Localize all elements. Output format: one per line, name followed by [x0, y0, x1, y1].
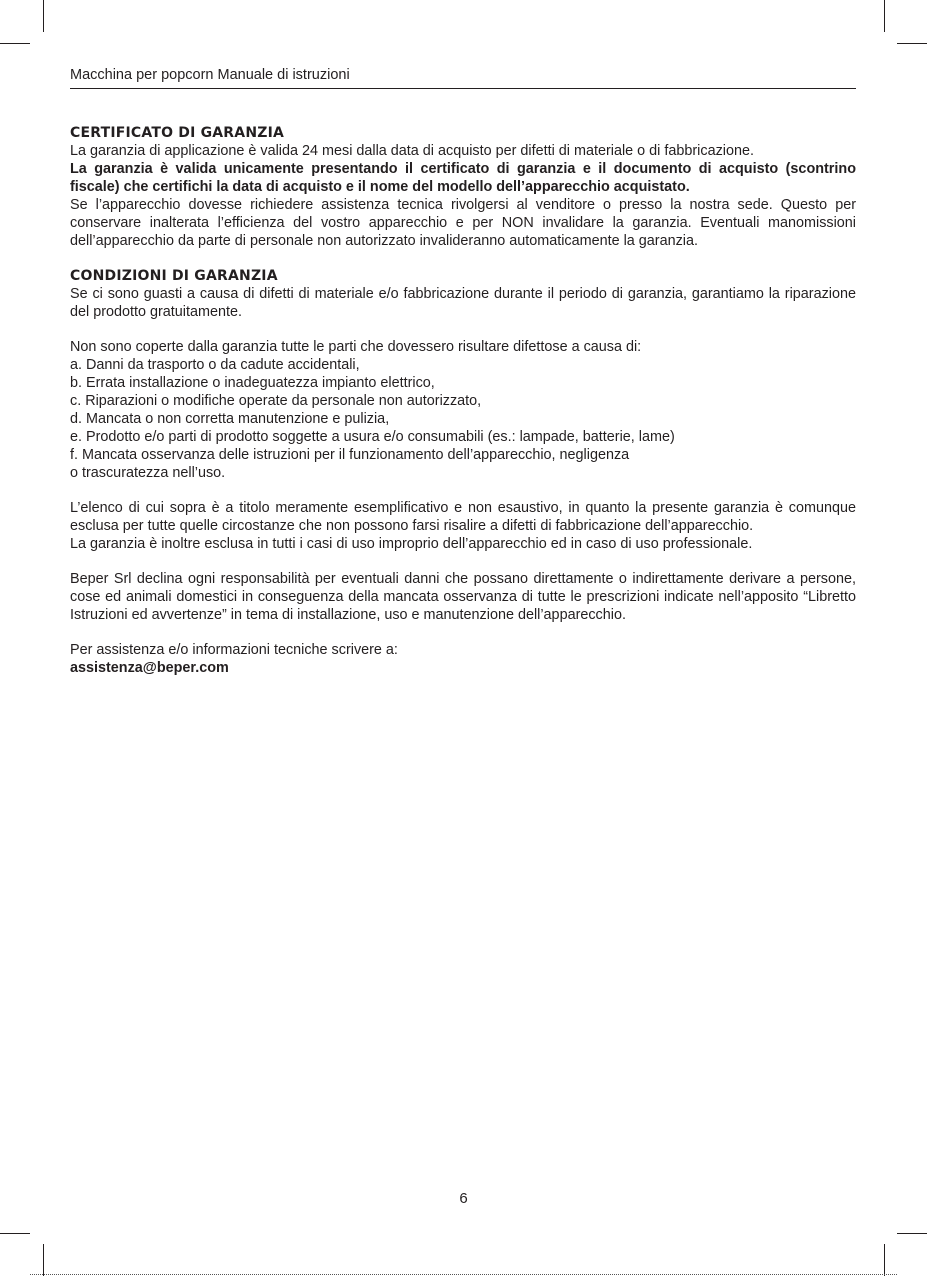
- improper-use-text: La garanzia è inoltre esclusa in tutti i casi di uso improprio dell’apparecchio ed in caso di uso professionale.: [70, 536, 753, 552]
- crop-mark: [43, 1244, 44, 1276]
- list-item: a. Danni da trasporto o da cadute accidentali,: [70, 357, 360, 373]
- validity-requirement-text: La garanzia è valida unicamente presentando il certificato di garanzia e il documento di acquisto (scontrino fiscale) che certifichi la data di acquisto e il nome del modello dell’apparecchio acquistato.: [70, 161, 856, 195]
- page-number: 6: [459, 1190, 468, 1207]
- list-item: f. Mancata osservanza delle istruzioni per il funzionamento dell’apparecchio, negligenza: [70, 447, 630, 463]
- crop-mark: [897, 43, 927, 44]
- warranty-conditions-section: [70, 267, 856, 677]
- crop-mark: [897, 1233, 927, 1234]
- crop-mark: [884, 1244, 885, 1276]
- section-heading: CERTIFICATO DI GARANZIA: [70, 125, 285, 141]
- warranty-certificate-section: [70, 124, 856, 250]
- list-item: b. Errata installazione o inadeguatezza impianto elettrico,: [70, 375, 435, 391]
- crop-mark: [43, 0, 44, 32]
- list-item: d. Mancata o non corretta manutenzione e pulizia,: [70, 411, 390, 427]
- conditions-intro: Se ci sono guasti a causa di difetti di materiale e/o fabbricazione durante il periodo di garanzia, garantiamo la riparazione del prodotto gratuitamente.: [70, 286, 856, 320]
- contact-email-link[interactable]: assistenza@beper.com: [70, 660, 229, 676]
- list-item: o trascuratezza nell’uso.: [70, 465, 226, 481]
- exclusions-list: [70, 356, 856, 482]
- validity-text: La garanzia di applicazione è valida 24 mesi dalla data di acquisto per difetti di materiale o di fabbricazione.: [70, 143, 754, 159]
- crop-mark: [884, 0, 885, 32]
- crop-mark: [0, 1233, 30, 1234]
- list-item: c. Riparazioni o modifiche operate da personale non autorizzato,: [70, 393, 482, 409]
- contact-label: Per assistenza e/o informazioni tecniche scrivere a:: [70, 642, 398, 658]
- liability-text: Beper Srl declina ogni responsabilità per eventuali danni che possano direttamente o indirettamente derivare a persone, cose ed animali domestici in conseguenza della mancata osservanza di tutte le prescrizioni indicate nell’apposito “Libretto Istruzioni ed avvertenze” in tema di installazione, uso e manutenzione dell’apparecchio.: [70, 571, 856, 623]
- section-heading: CONDIZIONI DI GARANZIA: [70, 268, 278, 284]
- running-header: Macchina per popcorn Manuale di istruzioni: [70, 67, 350, 83]
- list-item: e. Prodotto e/o parti di prodotto soggette a usura e/o consumabili (es.: lampade, batterie, lame): [70, 429, 675, 445]
- header-rule: [70, 88, 856, 89]
- crop-mark: [0, 43, 30, 44]
- assistance-text: Se l’apparecchio dovesse richiedere assistenza tecnica rivolgersi al venditore o presso la nostra sede. Questo per conservare inalterata l’efficienza del vostro apparecchio e per NON invalidare la garanzia. Eventuali manomissioni dell’apparecchio da parte di personale non autorizzato invalideranno automaticamente la garanzia.: [70, 197, 856, 249]
- list-note: L’elenco di cui sopra è a titolo meramente esemplificativo e non esaustivo, in quanto la presente garanzia è comunque esclusa per tutte quelle circostanze che non possono farsi risalire a difetti di fabbricazione dell’apparecchio.: [70, 500, 856, 534]
- exclusions-intro: Non sono coperte dalla garanzia tutte le parti che dovessero risultare difettose a causa di:: [70, 339, 642, 355]
- page-body: [70, 124, 856, 677]
